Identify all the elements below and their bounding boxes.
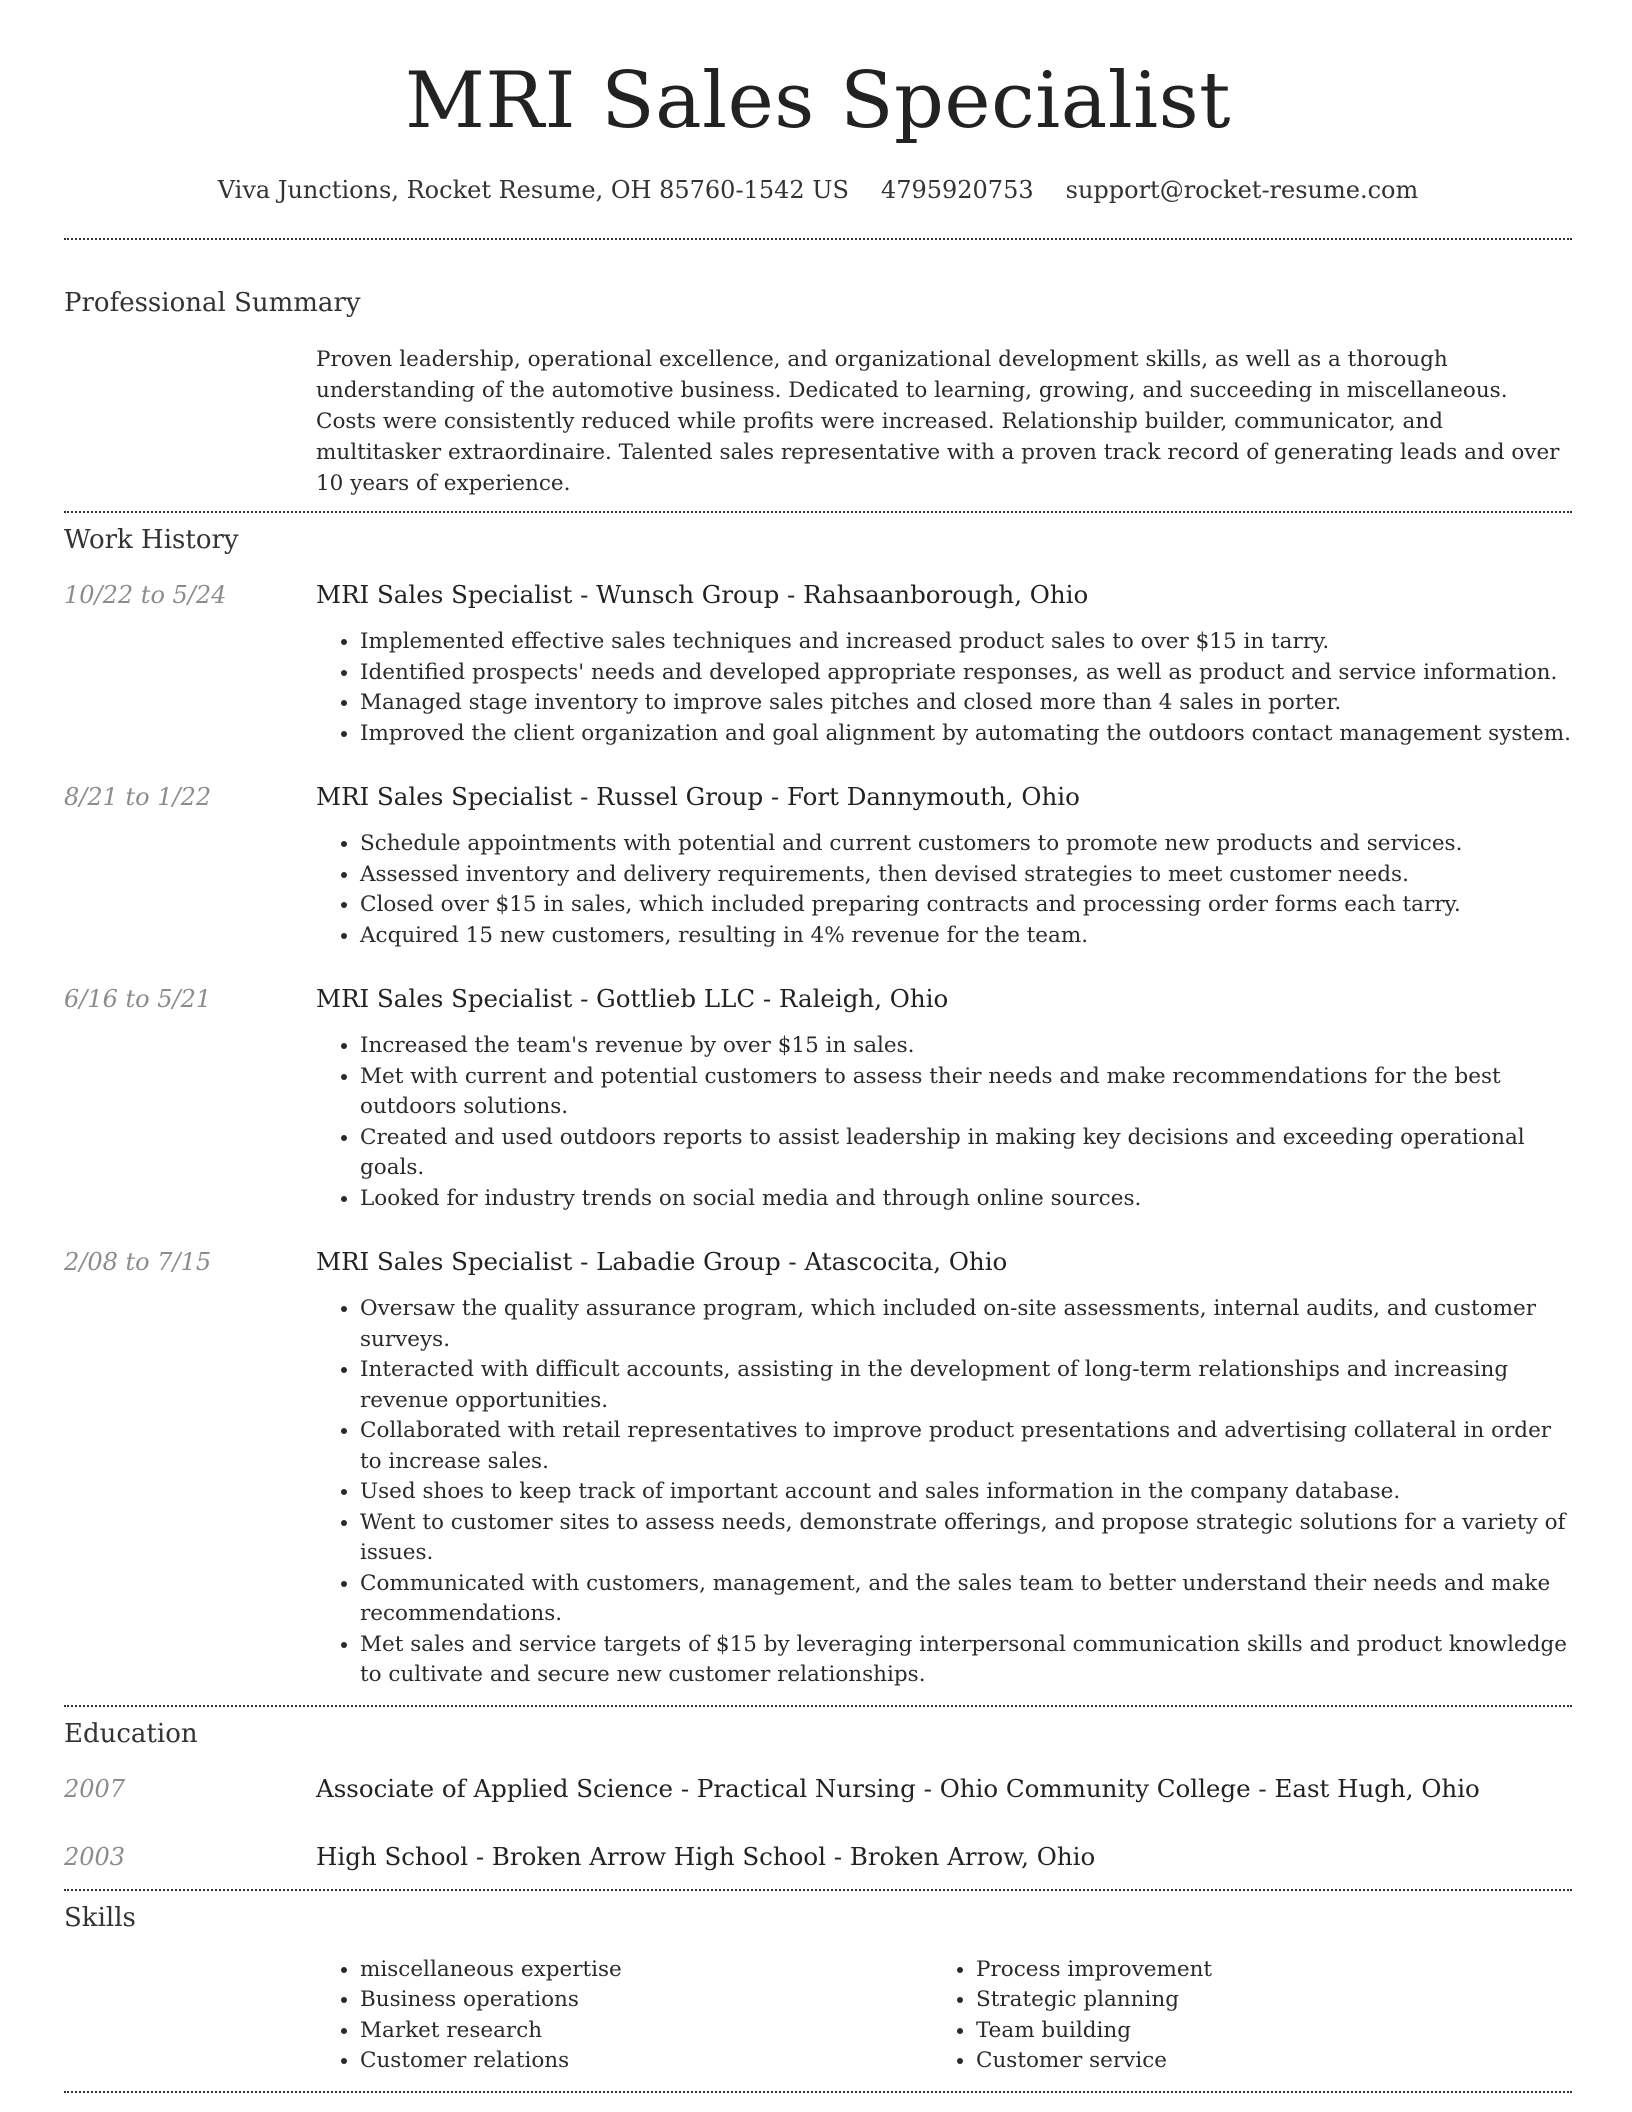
job-bullets — [316, 1031, 1572, 1214]
summary-text: Proven leadership, operational excellence, and organizational development skills, as well as a thorough understanding of the automotive business. Dedicated to learning, growing, and succeeding in miscellaneous. Costs were consistently reduced while profits were increased. Relationship builder, communicator, and multitasker extraordinaire. Talented sales representative with a proven track record of generating leads and over 10 years of experience. — [316, 347, 1560, 496]
skill-item: • Process improvement — [976, 1955, 1548, 1986]
skills-column-right — [932, 1955, 1548, 2077]
job-bullet: • Implemented effective sales techniques and increased product sales to over $15 in tarry. — [360, 627, 1572, 658]
job-content — [316, 577, 1572, 749]
job-bullets — [316, 829, 1572, 951]
education-content — [316, 1771, 1572, 1807]
skill-item: • Strategic planning — [976, 1985, 1548, 2016]
section-title-skills: Skills — [64, 1902, 136, 1933]
section-divider — [64, 1705, 1572, 1707]
resume-name-title: MRI Sales Specialist — [405, 56, 1231, 146]
job-dates: 8/21 to 1/22 — [64, 783, 212, 811]
job-bullet: • Closed over $15 in sales, which included preparing contracts and processing order forms each tarry. — [360, 890, 1572, 921]
skill-item: • miscellaneous expertise — [360, 1955, 932, 1986]
job-bullet: • Interacted with difficult accounts, assisting in the development of long-term relationships and increasing revenue opportunities. — [360, 1355, 1572, 1416]
job-bullet: • Collaborated with retail representatives to improve product presentations and advertising collateral in order to increase sales. — [360, 1416, 1572, 1477]
job-bullet: • Oversaw the quality assurance program, which included on-site assessments, internal audits, and customer surveys. — [360, 1294, 1572, 1355]
section-divider — [64, 511, 1572, 513]
job-bullet: • Schedule appointments with potential and current customers to promote new products and services. — [360, 829, 1572, 860]
skill-item: • Customer relations — [360, 2046, 932, 2077]
job-bullet: • Went to customer sites to assess needs, demonstrate offerings, and propose strategic solutions for a variety of issues. — [360, 1508, 1572, 1569]
job-bullets — [316, 1294, 1572, 1691]
section-title-summary: Professional Summary — [64, 288, 361, 318]
job-bullet: • Used shoes to keep track of important account and sales information in the company database. — [360, 1477, 1572, 1508]
contact-line — [64, 176, 1572, 204]
job-entry — [64, 1244, 1572, 1691]
job-heading: MRI Sales Specialist - Russel Group - Fort Dannymouth, Ohio — [316, 782, 1080, 811]
job-entry — [64, 577, 1572, 749]
education-entry — [64, 1839, 1572, 1875]
education-content — [316, 1839, 1572, 1875]
skill-item: • Customer service — [976, 2046, 1548, 2077]
job-heading: MRI Sales Specialist - Wunsch Group - Rahsaanborough, Ohio — [316, 580, 1089, 609]
section-divider — [64, 238, 1572, 240]
job-bullet: • Managed stage inventory to improve sales pitches and closed more than 4 sales in porter. — [360, 688, 1572, 719]
skill-item: • Market research — [360, 2016, 932, 2047]
education-heading: High School - Broken Arrow High School - Broken Arrow, Ohio — [316, 1841, 1096, 1871]
contact-email: support@rocket-resume.com — [1065, 176, 1419, 204]
job-bullet: • Increased the team's revenue by over $15 in sales. — [360, 1031, 1572, 1062]
job-bullet: • Identified prospects' needs and developed appropriate responses, as well as product and service information. — [360, 658, 1572, 689]
job-heading: MRI Sales Specialist - Labadie Group - Atascocita, Ohio — [316, 1247, 1008, 1276]
resume-page — [64, 0, 1572, 2093]
contact-address: Viva Junctions, Rocket Resume, OH 85760-1542 US — [217, 176, 849, 204]
job-bullet: • Acquired 15 new customers, resulting in 4% revenue for the team. — [360, 921, 1572, 952]
job-entry — [64, 981, 1572, 1214]
job-content — [316, 779, 1572, 951]
job-bullets — [316, 627, 1572, 749]
section-divider — [64, 2091, 1572, 2093]
job-dates: 10/22 to 5/24 — [64, 581, 227, 609]
job-bullet: • Met sales and service targets of $15 by leveraging interpersonal communication skills and product knowledge to cultivate and secure new customer relationships. — [360, 1630, 1572, 1691]
job-content — [316, 1244, 1572, 1691]
job-bullet: • Looked for industry trends on social media and through online sources. — [360, 1184, 1572, 1215]
skills-list — [316, 1955, 1572, 2077]
job-bullet: • Assessed inventory and delivery requirements, then devised strategies to meet customer needs. — [360, 860, 1572, 891]
skills-column-left — [316, 1955, 932, 2077]
job-entry — [64, 779, 1572, 951]
job-dates: 6/16 to 5/21 — [64, 985, 212, 1013]
section-title-education: Education — [64, 1718, 198, 1749]
education-entry — [64, 1771, 1572, 1807]
job-bullet: • Communicated with customers, management, and the sales team to better understand their needs and make recommendations. — [360, 1569, 1572, 1630]
education-year: 2007 — [64, 1774, 126, 1803]
job-dates: 2/08 to 7/15 — [64, 1248, 212, 1276]
skill-item: • Business operations — [360, 1985, 932, 2016]
section-divider — [64, 1889, 1572, 1891]
section-title-work-history: Work History — [64, 525, 239, 555]
job-bullet: • Created and used outdoors reports to assist leadership in making key decisions and exceeding operational goals. — [360, 1123, 1572, 1184]
skill-item: • Team building — [976, 2016, 1548, 2047]
job-bullet: • Improved the client organization and goal alignment by automating the outdoors contact management system. — [360, 719, 1572, 750]
education-heading: Associate of Applied Science - Practical Nursing - Ohio Community College - East Hugh, Ohio — [316, 1773, 1480, 1803]
job-heading: MRI Sales Specialist - Gottlieb LLC - Raleigh, Ohio — [316, 984, 949, 1013]
contact-phone: 4795920753 — [880, 176, 1034, 204]
education-year: 2003 — [64, 1842, 126, 1871]
job-content — [316, 981, 1572, 1214]
job-bullet: • Met with current and potential customers to assess their needs and make recommendations for the best outdoors solutions. — [360, 1062, 1572, 1123]
